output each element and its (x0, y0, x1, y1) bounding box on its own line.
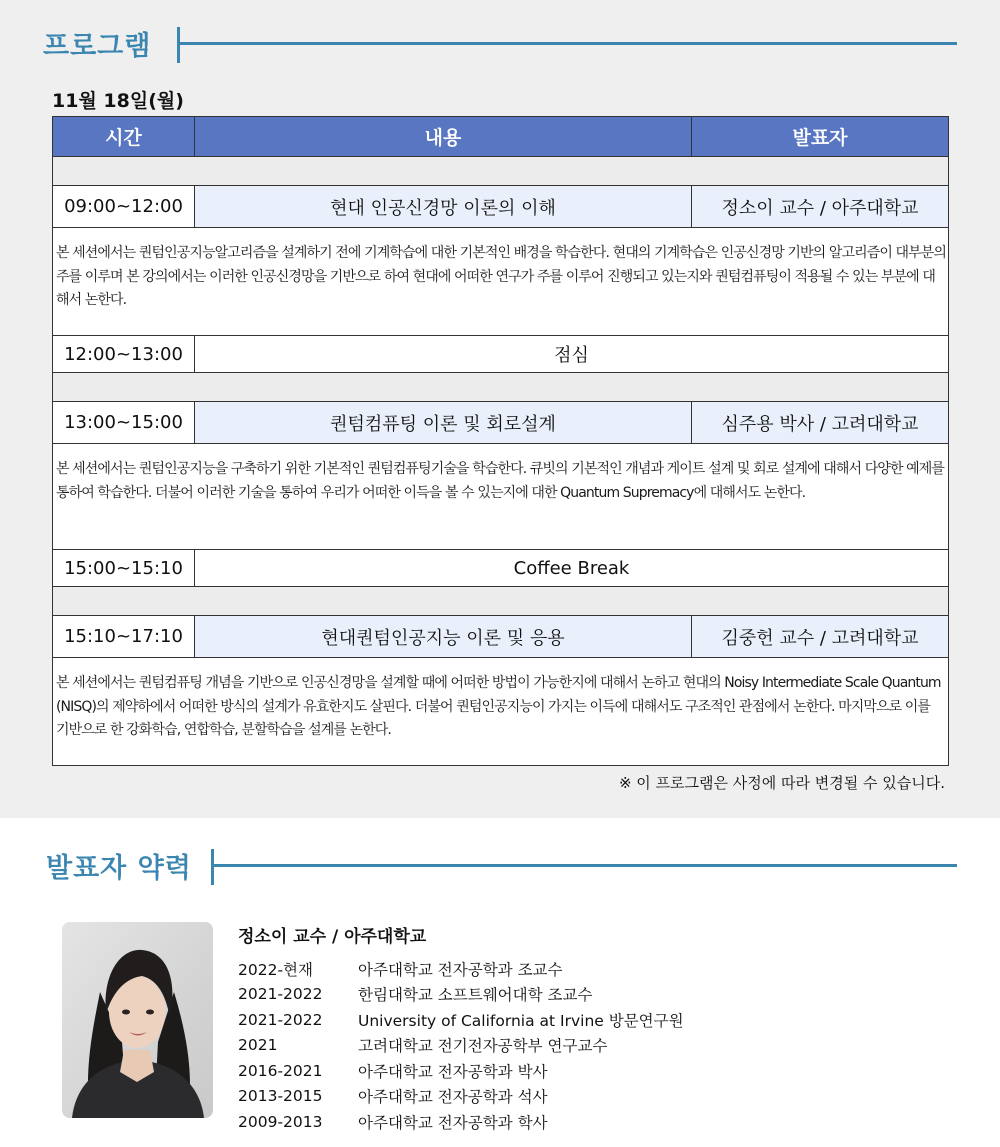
header-time: 시간 (53, 117, 195, 156)
title-rule (211, 864, 957, 867)
career-desc: 아주대학교 전자공학과 조교수 (358, 960, 563, 979)
title-rule (177, 42, 957, 45)
career-desc: 한림대학교 소프트웨어대학 조교수 (358, 986, 593, 1005)
spacer-row (53, 373, 948, 402)
session-row (53, 402, 948, 444)
program-date: 11월 18일(월) (52, 90, 184, 112)
title-divider (211, 849, 214, 885)
career-item (238, 956, 684, 982)
header-content: 내용 (195, 117, 692, 156)
speaker-name: 정소이 교수 / 아주대학교 (238, 927, 427, 947)
career-desc: 고려대학교 전기전자공학부 연구교수 (358, 1037, 608, 1056)
session-description: 본 세션에서는 퀀텀컴퓨팅 개념을 기반으로 인공신경망을 설계할 때에 어떠한 방법이 가능한지에 대해서 논하고 현대의 Noisy Intermediate Scale Quantum (NISQ)의 제약하에서 어떠한 방식의 설계가 유효한지도 살핀다. 더불어 퀀텀인공지능이 가지는 이득에 대해서도 구조적인 관점에서 논한다. 마지막으로 이를 기반으로 한 강화학습, 연합학습, 분할학습을 설계를 논한다. (53, 658, 948, 765)
career-year: 2021-2022 (238, 985, 323, 1004)
career-item (238, 1033, 684, 1059)
career-item (238, 982, 684, 1008)
speakers-title: 발표자 약력 (46, 853, 192, 884)
program-note: ※ 이 프로그램은 사정에 따라 변경될 수 있습니다. (618, 774, 945, 792)
career-item (238, 1058, 684, 1084)
schedule-table (52, 116, 949, 766)
break-time: 15:00~15:10 (53, 550, 195, 586)
session-time: 13:00~15:00 (53, 402, 195, 443)
session-description: 본 세션에서는 퀀텀인공지능을 구축하기 위한 기본적인 퀀텀컴퓨팅기술을 학습한다. 큐빗의 기본적인 개념과 게이트 설계 및 회로 설계에 대해서 다양한 예제를 통하여 학습한다. 더불어 이러한 기술을 통하여 우리가 어떠한 이득을 볼 수 있는지에 대한 Quantum Supremacy에 대해서도 논한다. (53, 444, 948, 550)
career-year: 2009-2013 (238, 1112, 323, 1131)
spacer-row (53, 587, 948, 616)
spacer-row (53, 157, 948, 186)
career-year: 2021 (238, 1036, 278, 1055)
session-speaker: 심주용 박사 / 고려대학교 (692, 402, 948, 443)
career-year: 2016-2021 (238, 1061, 323, 1080)
break-row (53, 336, 948, 373)
session-row (53, 186, 948, 228)
session-speaker: 김중헌 교수 / 고려대학교 (692, 616, 948, 657)
session-description: 본 세션에서는 퀀텀인공지능알고리즘을 설계하기 전에 기계학습에 대한 기본적인 배경을 학습한다. 현대의 기계학습은 인공신경망 기반의 알고리즘이 대부분의 주를 이루며 본 강의에서는 이러한 인공신경망을 기반으로 하여 현대에 어떠한 연구가 주를 이루어 진행되고 있는지와 퀀텀컴퓨팅이 적용될 수 있는 부분에 대해서 논한다. (53, 228, 948, 336)
table-header-row (53, 117, 948, 157)
session-row (53, 616, 948, 658)
session-speaker: 정소이 교수 / 아주대학교 (692, 186, 948, 227)
program-title: 프로그램 (43, 31, 152, 62)
career-year: 2021-2022 (238, 1010, 323, 1029)
career-list (238, 956, 684, 1135)
portrait-image (62, 922, 213, 1118)
career-desc: 아주대학교 전자공학과 학사 (358, 1113, 548, 1132)
break-label: 점심 (554, 345, 589, 366)
career-item (238, 1084, 684, 1110)
career-item (238, 1109, 684, 1135)
session-time: 15:10~17:10 (53, 616, 195, 657)
career-year: 2013-2015 (238, 1087, 323, 1106)
career-desc: University of California at Irvine 방문연구원 (358, 1011, 684, 1030)
break-row (53, 550, 948, 587)
break-time: 12:00~13:00 (53, 336, 195, 372)
break-label: Coffee Break (513, 557, 630, 579)
session-title: 현대 인공신경망 이론의 이해 (195, 186, 692, 227)
career-desc: 아주대학교 전자공학과 석사 (358, 1088, 548, 1107)
session-title: 현대퀀텀인공지능 이론 및 응용 (195, 616, 692, 657)
career-item (238, 1007, 684, 1033)
speaker-photo (62, 922, 213, 1118)
session-title: 퀀텀컴퓨팅 이론 및 회로설계 (195, 402, 692, 443)
session-time: 09:00~12:00 (53, 186, 195, 227)
header-speaker: 발표자 (792, 127, 848, 149)
title-divider (177, 27, 180, 63)
career-desc: 아주대학교 전자공학과 박사 (358, 1062, 548, 1081)
career-year: 2022-현재 (238, 960, 313, 979)
